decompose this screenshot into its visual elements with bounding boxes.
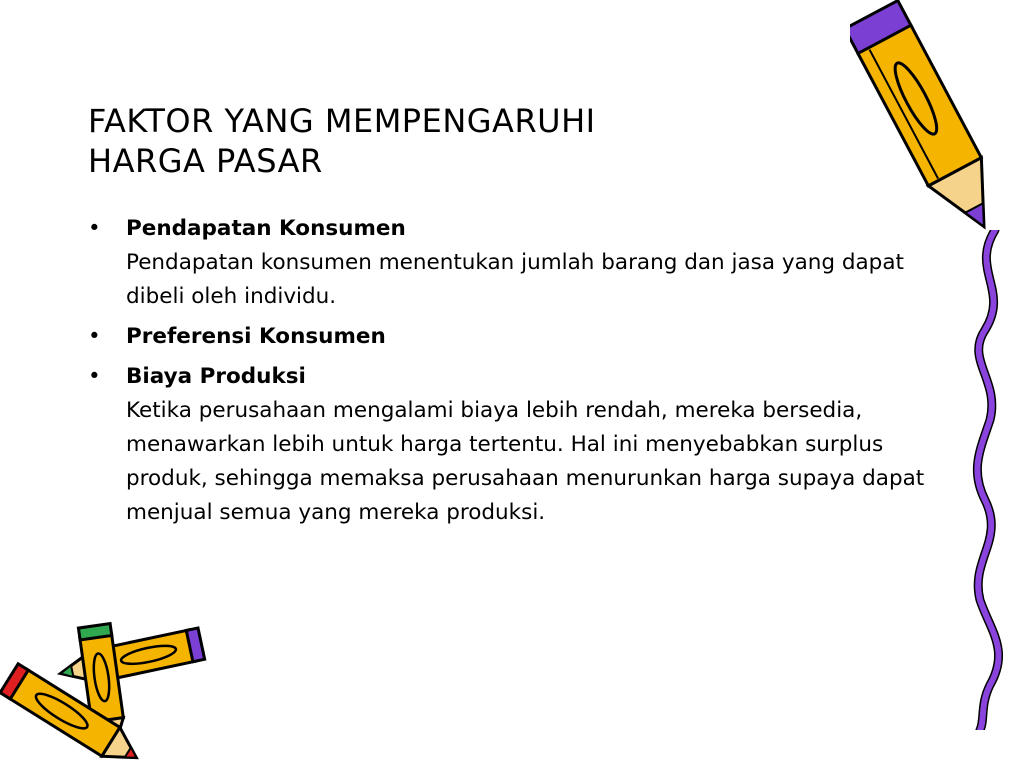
bullet-heading: Pendapatan Konsumen [126, 216, 406, 241]
bullet-heading: Biaya Produksi [126, 364, 306, 389]
pencil-icon [0, 615, 210, 765]
bullet-item-pendapatan-konsumen [88, 212, 938, 314]
pencil-icon [850, 0, 1010, 250]
bullet-marker: • [88, 216, 101, 241]
bullet-marker: • [88, 324, 101, 349]
squiggle-line-icon [950, 230, 1014, 730]
bullet-marker: • [88, 364, 101, 389]
slide-title-line-1: FAKTOR YANG MEMPENGARUHI [88, 102, 596, 140]
bullet-heading: Preferensi Konsumen [126, 324, 386, 349]
bullet-item-biaya-produksi [88, 360, 938, 530]
bullet-description: Ketika perusahaan mengalami biaya lebih rendah, mereka bersedia, menawarkan lebih untuk harga tertentu. Hal ini menyebabkan surplus produk, sehingga memaksa perusahaan menurunkan harga supaya dapat menjual semua yang mereka produksi. [126, 398, 925, 525]
slide-title [88, 101, 808, 181]
bullet-description: Pendapatan konsumen menentukan jumlah barang dan jasa yang dapat dibeli oleh individu. [126, 250, 904, 309]
bullet-item-preferensi-konsumen [88, 320, 938, 354]
slide-title-line-2: HARGA PASAR [88, 142, 323, 180]
bullet-list [88, 212, 938, 536]
